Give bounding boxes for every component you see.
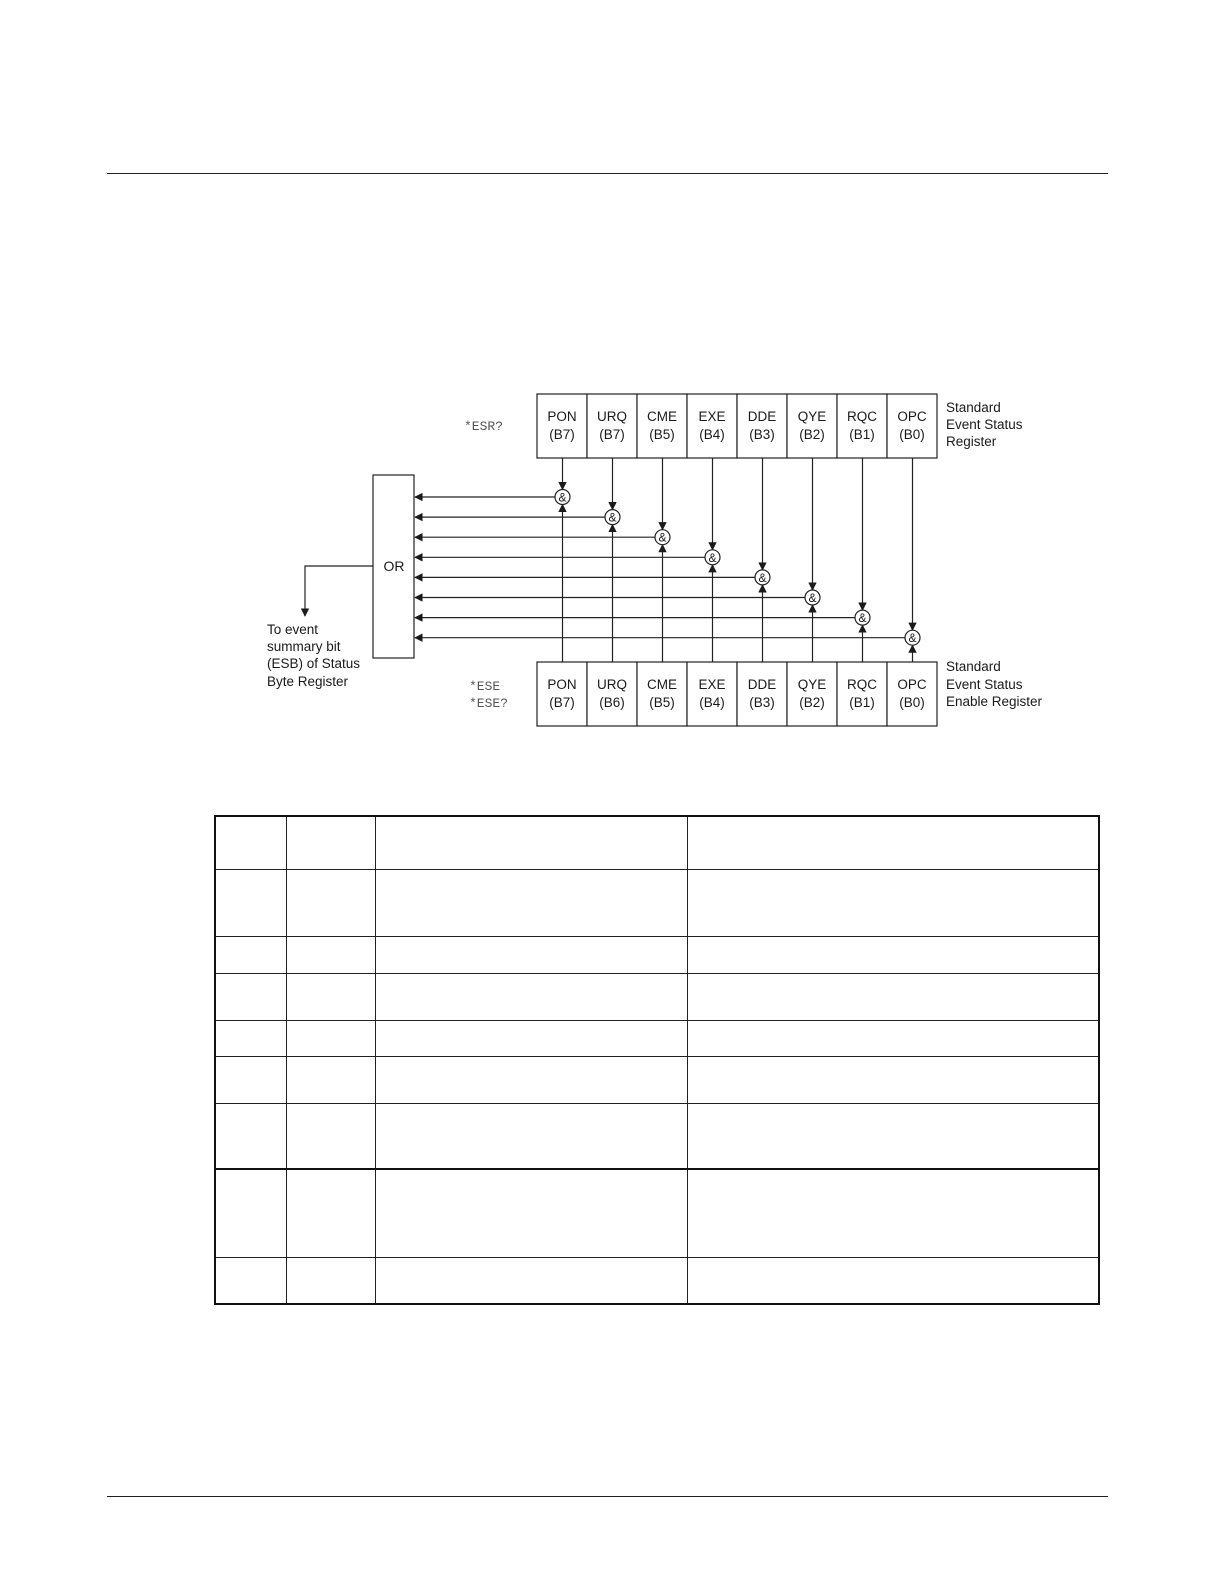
enable-register-cell-bit: (B7)	[549, 695, 575, 710]
table-cell	[215, 1056, 286, 1103]
enable-register-cell-bit: (B5)	[649, 695, 675, 710]
enable-register-cell-name: EXE	[698, 677, 726, 692]
table-cell	[375, 1257, 687, 1304]
event-register-cell-bit: (B1)	[849, 427, 875, 442]
and-gate-symbol: &	[558, 490, 567, 505]
table-cell	[375, 1103, 687, 1169]
table-row	[215, 869, 1099, 936]
table-cell	[687, 1169, 1099, 1257]
enable-register-cell-name: CME	[647, 677, 677, 692]
table-row	[215, 1103, 1099, 1169]
enable-register-cell-name: DDE	[747, 677, 777, 692]
enable-register-cell-name: URQ	[597, 677, 627, 692]
table-cell	[215, 936, 286, 973]
table-row	[215, 1056, 1099, 1103]
event-register-cell-name: CME	[647, 409, 677, 424]
enable-register-label-line-3: Enable Register	[946, 694, 1043, 709]
event-register-cell-bit: (B3)	[749, 427, 775, 442]
event-status-table	[214, 815, 1100, 1305]
ese-set-command: *ESE	[469, 679, 501, 694]
table-row	[215, 1169, 1099, 1257]
table-cell	[215, 1257, 286, 1304]
enable-register-cell-name: RQC	[847, 677, 877, 692]
table-cell	[375, 1020, 687, 1056]
table-cell	[286, 869, 375, 936]
or-gate-label: OR	[383, 558, 405, 574]
and-gate-symbol: &	[858, 611, 867, 626]
table-cell	[286, 1257, 375, 1304]
event-register-label-line-3: Register	[946, 434, 997, 449]
event-status-register	[537, 394, 937, 458]
enable-register-label-line-1: Standard	[946, 659, 1001, 674]
enable-register-cell-bit: (B3)	[749, 695, 775, 710]
table-cell	[687, 973, 1099, 1020]
enable-register-cell-rqc	[837, 662, 887, 726]
event-register-cell-name: URQ	[597, 409, 627, 424]
table-cell	[687, 1103, 1099, 1169]
event-register-cell-dde	[737, 394, 787, 458]
event-register-cell-bit: (B5)	[649, 427, 675, 442]
footer-rule	[107, 1496, 1108, 1497]
event-status-enable-register	[537, 662, 937, 726]
table-cell	[286, 1169, 375, 1257]
enable-register-cell-qye	[787, 662, 837, 726]
output-label-line-2: summary bit	[267, 639, 341, 654]
output-label-line-1: To event	[267, 622, 319, 637]
event-register-cell-qye	[787, 394, 837, 458]
enable-register-cell-bit: (B2)	[799, 695, 825, 710]
event-register-cell-bit: (B2)	[799, 427, 825, 442]
event-register-cell-name: PON	[547, 409, 577, 424]
and-gate-symbol: &	[608, 510, 617, 525]
table-cell	[215, 816, 286, 869]
table-cell	[215, 1169, 286, 1257]
enable-register-cell-pon	[537, 662, 587, 726]
and-gate-symbol: &	[908, 631, 917, 646]
enable-register-cell-exe	[687, 662, 737, 726]
enable-register-cell-cme	[637, 662, 687, 726]
table-cell	[286, 1020, 375, 1056]
register-wiring	[415, 458, 920, 662]
table-cell	[375, 816, 687, 869]
table-row	[215, 816, 1099, 869]
event-register-cell-pon	[537, 394, 587, 458]
table-row	[215, 936, 1099, 973]
event-register-cell-exe	[687, 394, 737, 458]
esr-query-command: *ESR?	[464, 419, 504, 434]
table-row	[215, 973, 1099, 1020]
table-cell	[687, 1257, 1099, 1304]
enable-register-cell-opc	[887, 662, 937, 726]
event-register-cell-name: OPC	[897, 409, 927, 424]
and-gate-symbol: &	[758, 570, 767, 585]
enable-register-cell-name: OPC	[897, 677, 927, 692]
enable-register-cell-bit: (B1)	[849, 695, 875, 710]
event-register-cell-name: QYE	[797, 409, 827, 424]
ese-query-command: *ESE?	[469, 696, 509, 711]
and-gate-symbol: &	[658, 530, 667, 545]
table-cell	[687, 1020, 1099, 1056]
and-gate-symbol: &	[808, 591, 817, 605]
event-register-cell-name: RQC	[847, 409, 877, 424]
and-gate-symbol: &	[708, 550, 717, 565]
table-cell	[687, 816, 1099, 869]
event-register-cell-bit: (B4)	[699, 427, 725, 442]
enable-register-cell-name: QYE	[797, 677, 827, 692]
event-register-cell-bit: (B7)	[549, 427, 575, 442]
table-cell	[286, 1103, 375, 1169]
table-cell	[375, 936, 687, 973]
enable-register-label-line-2: Event Status	[946, 677, 1023, 692]
event-register-cell-opc	[887, 394, 937, 458]
enable-register-cell-name: PON	[547, 677, 577, 692]
table-row	[215, 1257, 1099, 1304]
output-label-line-4: Byte Register	[267, 674, 349, 689]
table-cell	[215, 869, 286, 936]
event-register-cell-name: EXE	[698, 409, 726, 424]
event-register-cell-name: DDE	[747, 409, 777, 424]
event-register-cell-urq	[587, 394, 637, 458]
table-cell	[375, 1169, 687, 1257]
table-cell	[687, 936, 1099, 973]
table-cell	[286, 936, 375, 973]
enable-register-cell-bit: (B0)	[899, 695, 925, 710]
event-register-cell-bit: (B7)	[599, 427, 625, 442]
enable-register-cell-dde	[737, 662, 787, 726]
enable-register-cell-bit: (B4)	[699, 695, 725, 710]
table-cell	[375, 869, 687, 936]
table-row	[215, 1020, 1099, 1056]
enable-register-cell-bit: (B6)	[599, 695, 625, 710]
table-cell	[687, 869, 1099, 936]
table-cell	[687, 1056, 1099, 1103]
table-cell	[215, 973, 286, 1020]
table-cell	[286, 1056, 375, 1103]
event-register-label-line-2: Event Status	[946, 417, 1023, 432]
event-register-label-line-1: Standard	[946, 400, 1001, 415]
table-cell	[286, 816, 375, 869]
table-cell	[375, 1056, 687, 1103]
enable-register-cell-urq	[587, 662, 637, 726]
event-register-cell-rqc	[837, 394, 887, 458]
esb-output-line	[305, 566, 373, 616]
table-cell	[215, 1103, 286, 1169]
table-cell	[286, 973, 375, 1020]
output-label-line-3: (ESB) of Status	[267, 656, 361, 671]
event-register-cell-cme	[637, 394, 687, 458]
table-cell	[375, 973, 687, 1020]
table-cell	[215, 1020, 286, 1056]
event-register-cell-bit: (B0)	[899, 427, 925, 442]
